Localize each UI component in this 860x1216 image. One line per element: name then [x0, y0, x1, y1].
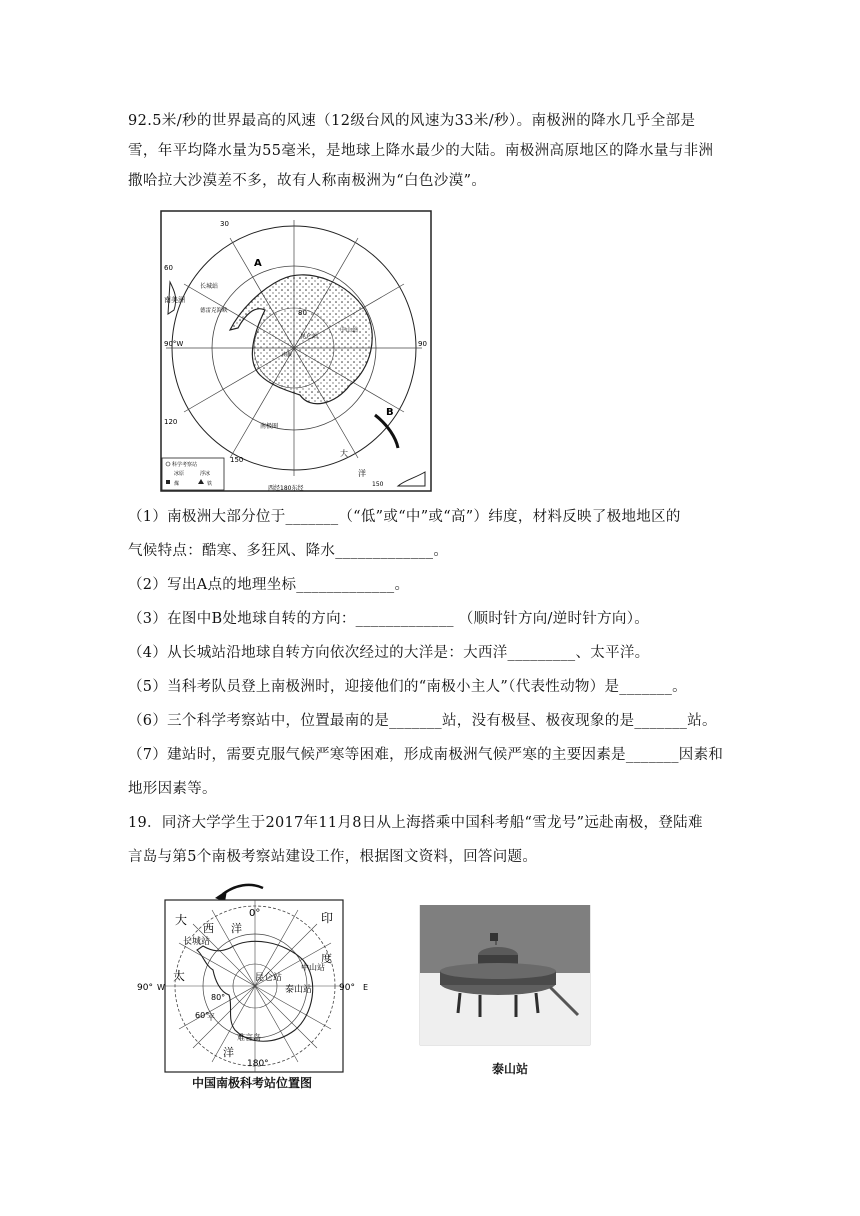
legend-ice: 冰原 — [174, 471, 185, 477]
station-kunlun: 昆仑站 — [300, 333, 319, 340]
deg-0-label: 0° — [249, 908, 261, 919]
w-label: W — [157, 983, 165, 992]
intro-line-2: 雪，年平均降水量为55毫米，是地球上降水最少的大陆。南极洲高原地区的降水量与非洲 — [128, 143, 714, 159]
station-changcheng-2: 长城站 — [183, 937, 211, 947]
station-kunlun-2: 昆仑站 — [255, 973, 283, 983]
antarctica-map — [160, 210, 432, 492]
ocean-yang: 洋 — [231, 922, 242, 935]
question-1b: 气候特点：酷寒、多狂风、降水_____________。 — [128, 543, 449, 559]
ocean-da: 大 — [175, 913, 188, 927]
question-5: （5）当科考队员登上南极洲时，迎接他们的“南极小主人”（代表性动物）是_______。 — [128, 679, 687, 695]
lon-150b-label: 150 — [372, 481, 384, 488]
antarctic-circle-label: 南极圈 — [260, 423, 279, 430]
ocean-xi: 西 — [203, 922, 214, 935]
ocean-du: 度 — [321, 952, 332, 965]
lon-60-label: 60 — [164, 264, 173, 272]
deg-60-label: 60° — [195, 1011, 210, 1020]
ocean-yang2: 洋 — [223, 1046, 234, 1059]
e-label: E — [363, 983, 369, 992]
ocean-label-2: 洋 — [358, 469, 366, 478]
legend-floe: 浮冰 — [200, 471, 211, 477]
south-america-label: 南美洲 — [164, 296, 185, 304]
ocean-tai: 太 — [173, 969, 186, 983]
deg-90w-label: 90° — [137, 983, 153, 993]
lon-90w-label: 90°W — [164, 340, 184, 348]
intro-line-3: 撒哈拉大沙漠差不多，故有人称南极洲为“白色沙漠”。 — [128, 173, 487, 189]
question-4: （4）从长城站沿地球自转方向依次经过的大洋是：大西洋_________、太平洋。 — [128, 645, 650, 661]
station-location-map — [135, 880, 375, 1090]
legend-coal: 煤 — [174, 481, 180, 487]
question-1a: （1）南极洲大部分位于_______（“低”或“中”或“高”）纬度，材料反映了极地地区的 — [128, 509, 681, 525]
lon-150-label: 150 — [230, 456, 244, 464]
drake-passage-label: 德雷克海峡 — [200, 308, 228, 314]
lat-80-label: 80 — [298, 309, 307, 317]
q19-line-2: 言岛与第5个南极考察站建设工作，根据图文资料，回答问题。 — [128, 849, 538, 865]
point-a-label: A — [254, 258, 262, 269]
intro-line-1: 92.5米/秒的世界最高的风速（12级台风的风速为33米/秒）。南极洲的降水几乎全部是 — [128, 113, 696, 129]
deg-90e-label: 90° — [339, 983, 355, 993]
south-pole-label: 南极 — [282, 352, 293, 358]
ocean-label-1: 大 — [340, 449, 348, 458]
point-b-label: B — [386, 407, 394, 418]
ocean-ping: 平 — [207, 1013, 215, 1022]
station-changcheng: 长城站 — [200, 283, 219, 290]
lon-120-label: 120 — [164, 418, 178, 426]
legend-station: 科学考察站 — [172, 462, 198, 468]
question-6: （6）三个科学考察站中，位置最南的是_______站，没有极昼、极夜现象的是_______站。 — [128, 713, 717, 729]
legend-iron: 铁 — [207, 481, 213, 487]
bottom-lon-label: 西经180东经 — [268, 485, 304, 492]
taishan-station-photo — [410, 905, 600, 1075]
deg-180-label: 180° — [247, 1059, 269, 1069]
deg-80-label: 80° — [211, 993, 226, 1002]
lon-90-label: 90 — [418, 340, 427, 348]
station-taishan-2: 泰山站 — [285, 985, 313, 995]
nanyan-island-label: 难言岛 — [237, 1033, 261, 1042]
station-zhongshan: 中山站 — [340, 327, 359, 334]
question-3: （3）在图中B处地球自转的方向：_____________ （顺时针方向/逆时针方向）。 — [128, 611, 650, 627]
q19-line-1: 19．同济大学学生于2017年11月8日从上海搭乘中国科考船“雪龙号”远赴南极，登陆难 — [128, 815, 703, 831]
question-7a: （7）建站时，需要克服气候严寒等困难，形成南极洲气候严寒的主要因素是_______因素和 — [128, 747, 724, 763]
station-zhongshan-2: 中山站 — [301, 963, 325, 972]
question-7b: 地形因素等。 — [128, 781, 217, 797]
ocean-yin: 印 — [321, 911, 334, 925]
photo-caption: 泰山站 — [492, 1062, 529, 1076]
lon-30-label: 30 — [220, 220, 229, 228]
station-map-caption: 中国南极科考站位置图 — [192, 1076, 313, 1090]
question-2: （2）写出A点的地理坐标_____________。 — [128, 577, 410, 593]
